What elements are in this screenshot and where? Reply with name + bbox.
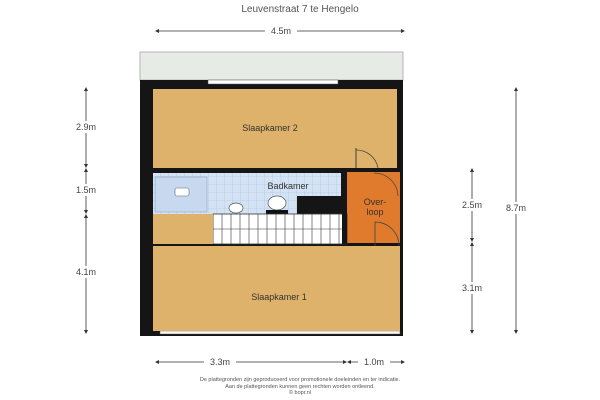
dim-right-2: 3.1m xyxy=(461,283,483,293)
label-bathroom: Badkamer xyxy=(267,181,309,191)
dim-left-1: 2.9m xyxy=(75,122,97,132)
roof-strip xyxy=(140,52,403,80)
toilet-icon xyxy=(229,203,243,213)
label-bedroom-2: Slaapkamer 2 xyxy=(242,123,298,133)
dim-left-2: 1.5m xyxy=(75,185,97,195)
wall-bath-landing xyxy=(342,172,347,244)
window-bottom xyxy=(160,331,400,334)
washbasin xyxy=(175,188,189,196)
sink-counter xyxy=(266,210,288,214)
wall-bed2-bath xyxy=(153,168,347,172)
label-landing-1: Over- xyxy=(363,197,387,207)
disclaimer-line-1: De plattegronden zijn geproduceerd voor promotionele doeleinden en ter indicatie. xyxy=(199,377,401,383)
dim-left-3: 4.1m xyxy=(75,267,97,277)
disclaimer-line-2: Aan de plattegronden kunnen geen rechten worden ontleend. xyxy=(225,383,375,390)
dim-right-total: 8.7m xyxy=(505,203,527,213)
bedroom-1-closet xyxy=(153,214,213,244)
plan-title: Leuvenstraat 7 te Hengelo xyxy=(241,4,359,15)
disclaimer xyxy=(0,377,600,397)
label-landing-2: loop xyxy=(366,207,384,217)
bedroom-1-floor xyxy=(153,246,400,331)
disclaimer-line-3: © bopr.nl xyxy=(288,390,312,396)
label-bedroom-1: Slaapkamer 1 xyxy=(251,292,307,302)
dim-bottom-1: 3.3m xyxy=(209,357,231,367)
window-top xyxy=(208,80,338,84)
dim-right-1: 2.5m xyxy=(461,200,483,210)
sink-icon xyxy=(268,196,286,210)
dim-top-width: 4.5m xyxy=(270,26,292,36)
dim-bottom-2: 1.0m xyxy=(363,357,385,367)
